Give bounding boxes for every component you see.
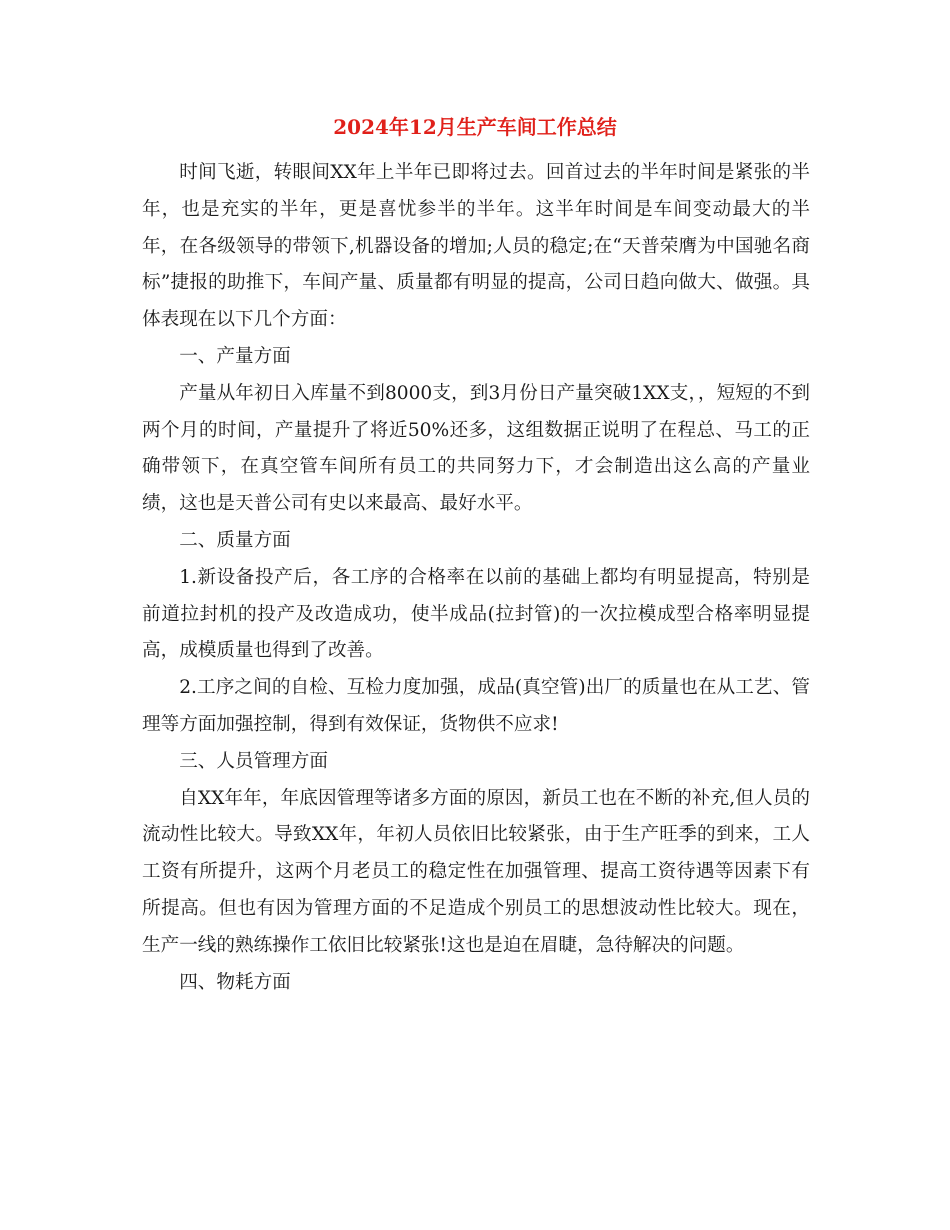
paragraph-output: 产量从年初日入库量不到8000支，到3月份日产量突破1XX支，，短短的不到两个月的时间，产量提升了将近50%还多，这组数据正说明了在程总、马工的正确带领下，在真空管车间所有员工的共同努力下，才会制造出这么高的产量业绩，这也是天普公司有史以来最高、最好水平。 bbox=[142, 382, 810, 515]
document-title: 2024年12月生产车间工作总结 bbox=[333, 115, 617, 139]
document-body bbox=[142, 155, 810, 1001]
section-heading-personnel: 三、人员管理方面 bbox=[179, 750, 328, 772]
section-heading-output: 一、产量方面 bbox=[179, 345, 291, 367]
section-heading-quality: 二、质量方面 bbox=[179, 529, 291, 551]
paragraph-intro: 时间飞逝，转眼间XX年上半年已即将过去。回首过去的半年时间是紧张的半年，也是充实的半年，更是喜忧参半的半年。这半年时间是车间变动最大的半年，在各级领导的带领下,机器设备的增加;人员的稳定;在“天普荣膺为中国驰名商标”捷报的助推下，车间产量、质量都有明显的提高，公司日趋向做大、做强。具体表现在以下几个方面： bbox=[142, 162, 810, 331]
paragraph-quality-1: 1.新设备投产后，各工序的合格率在以前的基础上都均有明显提高，特别是前道拉封机的投产及改造成功，使半成品(拉封管)的一次拉模成型合格率明显提高，成模质量也得到了改善。 bbox=[142, 566, 810, 662]
paragraph-personnel: 自XX年年，年底因管理等诸多方面的原因，新员工也在不断的补充,但人员的流动性比较大。导致XX年，年初人员依旧比较紧张，由于生产旺季的到来，工人工资有所提升，这两个月老员工的稳定性在加强管理、提高工资待遇等因素下有所提高。但也有因为管理方面的不足造成个别员工的思想波动性比较大。现在，生产一线的熟练操作工依旧比较紧张!这也是迫在眉睫，急待解决的问题。 bbox=[142, 787, 810, 956]
paragraph-quality-2: 2.工序之间的自检、互检力度加强，成品(真空管)出厂的质量也在从工艺、管理等方面加强控制，得到有效保证，货物供不应求! bbox=[142, 677, 810, 735]
section-heading-materials: 四、物耗方面 bbox=[179, 971, 291, 993]
